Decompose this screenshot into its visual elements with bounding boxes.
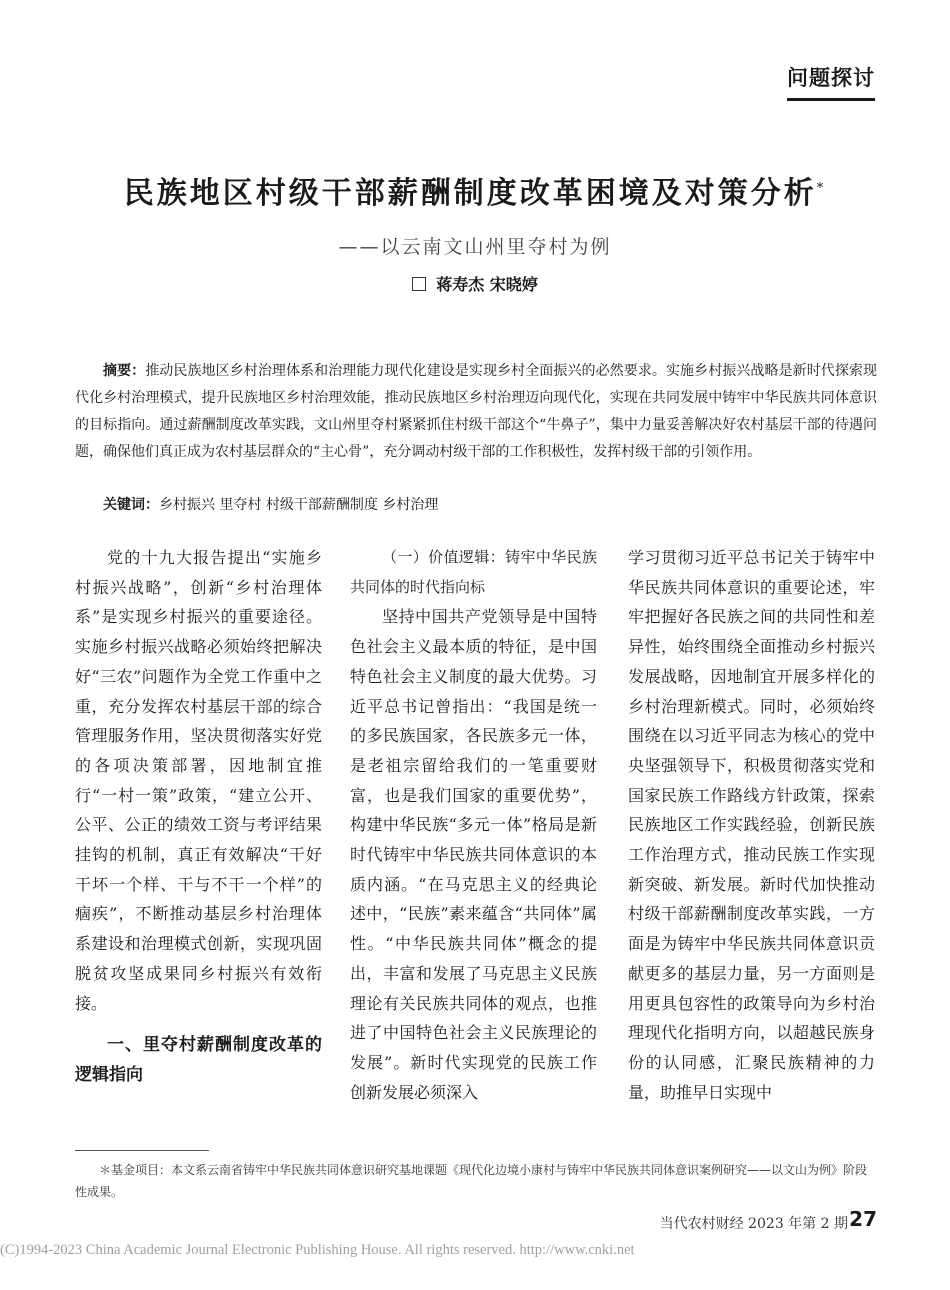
keywords: [103, 492, 438, 519]
article-subtitle: ——以云南文山州里夺村为例: [338, 236, 612, 258]
article-title: [0, 168, 950, 212]
title-footnote-mark: *: [816, 181, 827, 196]
abstract-text: 推动民族地区乡村治理体系和治理能力现代化建设是实现乡村全面振兴的必然要求。实施乡村振兴战略是新时代探索现代化乡村治理模式，提升民族地区乡村治理效能，推动民族地区乡村治理迈向现代化，实现在共同发展中铸牢中华民族共同体意识的目标指向。通过薪酬制度改革实践，文山州里夺村紧紧抓住村级干部这个“牛鼻子”，集中力量妥善解决好农村基层干部的待遇问题，确保他们真正成为农村基层群众的“主心骨”，充分调动村级干部的工作积极性，发挥村级干部的引领作用。: [75, 363, 878, 460]
section-tag: 问题探讨: [787, 62, 875, 101]
keywords-label: 关键词：: [103, 497, 159, 513]
footnote-divider: [75, 1150, 209, 1151]
subsection-heading: （一）价值逻辑：铸牢中华民族共同体的时代指向标: [350, 548, 597, 596]
footnote: ＊基金项目：本文系云南省铸牢中华民族共同体意识研究基地课题《现代化边境小康村与铸牢中华民族共同体意识案例研究——以文山为例》阶段性成果。: [75, 1163, 868, 1199]
author-names: 蒋寿杰 宋晓婷: [436, 275, 538, 294]
body-column-2: [350, 543, 597, 1107]
section-heading: 一、里夺村薪酬制度改革的逻辑指向: [75, 1035, 322, 1086]
square-bullet-icon: [412, 277, 426, 291]
keywords-text: 乡村振兴 里夺村 村级干部薪酬制度 乡村治理: [159, 497, 439, 513]
authors-line: [0, 272, 950, 295]
body-paragraph: 党的十九大报告提出“实施乡村振兴战略”，创新“乡村治理体系”是实现乡村振兴的重要途径。实施乡村振兴战略必须始终把解决好“三农”问题作为全党工作重中之重，充分发挥农村基层干部的综合管理服务作用，坚决贯彻落实好党的各项决策部署，因地制宜推行“一村一策”政策，“建立公开、公平、公正的绩效工资与考评结果挂钩的机制，真正有效解决“干好干坏一个样、干与不干一个样”的痼疾”，不断推动基层乡村治理体系建设和治理模式创新，实现巩固脱贫攻坚成果同乡村振兴有效衔接。: [75, 548, 322, 1013]
body-paragraph: 坚持中国共产党领导是中国特色社会主义最本质的特征，是中国特色社会主义制度的最大优势。习近平总书记曾指出：“我国是统一的多民族国家，各民族多元一体，是老祖宗留给我们的一笔重要财富，也是我们国家的重要优势”，构建中华民族“多元一体”格局是新时代铸牢中华民族共同体意识的本质内涵。“在马克思主义的经典论述中，“民族”素来蕴含“共同体”属性。“中华民族共同体”概念的提出，丰富和发展了马克思主义民族理论有关民族共同体的观点，也推进了中国特色社会主义民族理论的发展”。新时代实现党的民族工作创新发展必须深入: [350, 607, 597, 1102]
journal-info: 当代农村财经 2023 年第 2 期: [659, 1216, 848, 1232]
title-text: 民族地区村级干部薪酬制度改革困境及对策分析: [123, 176, 817, 211]
body-paragraph: 学习贯彻习近平总书记关于铸牢中华民族共同体意识的重要论述，牢牢把握好各民族之间的共同性和差异性，始终围绕全面推动乡村振兴发展战略，因地制宜开展多样化的乡村治理新模式。同时，必须始终围绕在以习近平同志为核心的党中央坚强领导下，积极贯彻落实党和国家民族工作路线方针政策，探索民族地区工作实践经验，创新民族工作治理方式，推动民族工作实现新突破、新发展。新时代加快推动村级干部薪酬制度改革实践，一方面是为铸牢中华民族共同体意识贡献更多的基层力量，另一方面则是用更具包容性的政策导向为乡村治理现代化指明方向，以超越民族身份的认同感，汇聚民族精神的力量，助推早日实现中: [628, 548, 875, 1102]
abstract: [75, 358, 877, 466]
abstract-label: 摘要：: [103, 363, 146, 379]
page-number: 27: [849, 1207, 877, 1231]
copyright-watermark: (C)1994-2023 China Academic Journal Electronic Publishing House. All rights reserved. http://www.cnki.net: [0, 1242, 635, 1258]
body-column-1: [75, 543, 322, 1090]
body-column-3: [628, 543, 875, 1107]
